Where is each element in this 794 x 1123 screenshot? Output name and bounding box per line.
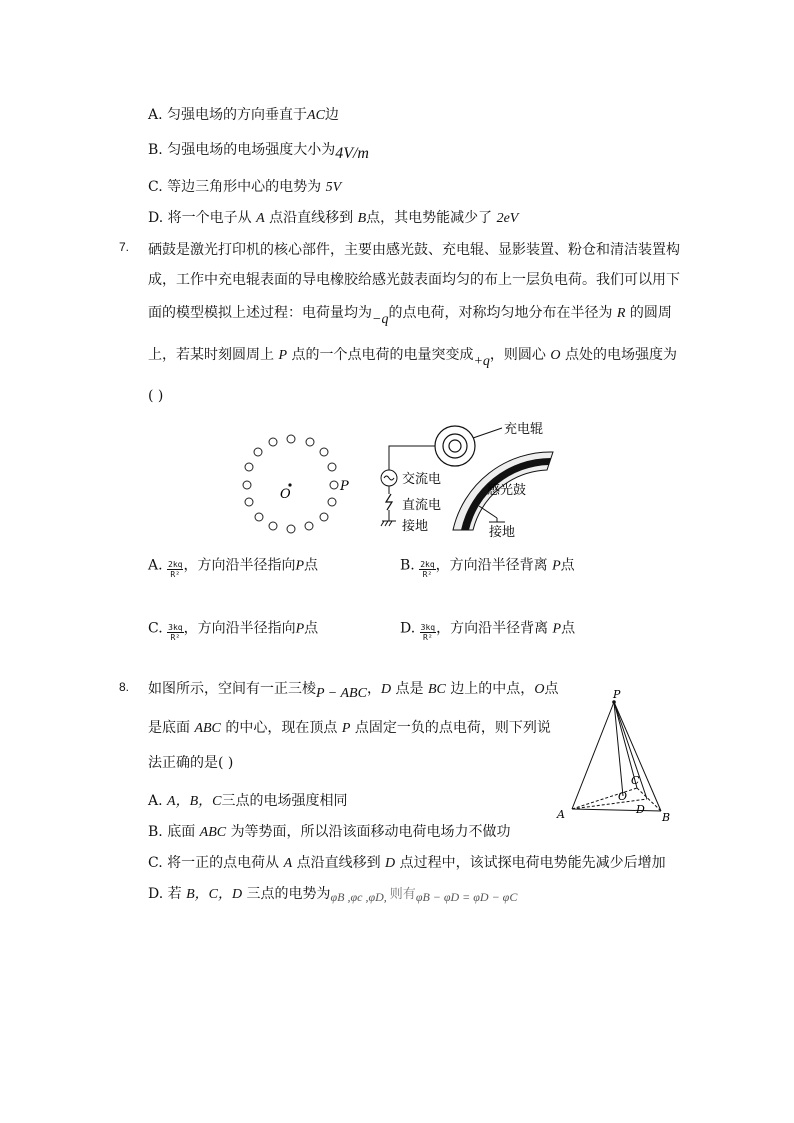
option-text: 点沿直线移到 <box>296 855 381 871</box>
numerator: 2kq <box>420 560 435 569</box>
q7-line2: 成，工作中充电辊表面的导电橡胶给感光鼓表面均匀的布上一层负电荷。我们可以用下 <box>148 272 680 288</box>
dc-label: 直流电 <box>402 498 442 513</box>
vertex-c-label: C <box>631 774 640 787</box>
option-label: A. <box>148 107 163 123</box>
fig-p-label: P <box>340 479 349 494</box>
ground-label-2: 接地 <box>489 525 516 540</box>
q8-line2 <box>148 717 551 737</box>
q8-option-a <box>148 790 347 810</box>
math: A，B，C <box>167 794 222 809</box>
math: 2eV <box>496 211 519 226</box>
pyramid-figure <box>555 686 675 826</box>
option-text: 点 <box>560 557 575 574</box>
option-text: ，方向沿半径背离 <box>436 620 549 637</box>
math: D <box>385 856 396 871</box>
option-text: 点 <box>304 557 319 574</box>
math: P − ABC <box>316 686 367 701</box>
option-text: 若 <box>167 886 182 902</box>
text: ，则圆心 <box>489 347 546 363</box>
option-label: B. <box>400 557 415 574</box>
q6-option-a <box>148 104 339 124</box>
option-text: 底面 <box>167 824 196 840</box>
q7-line4 <box>148 344 677 369</box>
math: +q <box>473 354 490 369</box>
option-text: 点，其电势能减少了 <box>366 210 493 226</box>
text: 如图所示，空间有一正三棱 <box>148 681 316 697</box>
drum-label: 感光鼓 <box>487 483 527 498</box>
option-label: C. <box>148 179 163 195</box>
math: φB − φD = φD − φC <box>415 890 518 904</box>
text: 的点电荷，对称均匀地分布在半径为 <box>388 305 613 321</box>
math: P <box>278 348 288 363</box>
fig-o-label: O <box>280 487 291 502</box>
option-text: 三点的电场强度相同 <box>221 793 348 809</box>
q6-option-c <box>148 176 341 196</box>
q6-option-b <box>148 139 369 162</box>
option-text: 等边三角形中心的电势为 <box>167 179 322 195</box>
math: P <box>295 621 305 637</box>
text: 点固定一负的点电荷，则下列说 <box>354 720 551 736</box>
numerator: 3kq <box>420 623 436 632</box>
math: O <box>534 682 545 697</box>
denominator: R² <box>423 633 433 642</box>
fraction <box>167 560 183 579</box>
point-o-label: O <box>618 790 628 803</box>
charge-ring-figure <box>236 430 356 535</box>
q7-number: 7. <box>119 240 130 254</box>
option-text: ，方向沿半径指向 <box>183 557 296 574</box>
option-label: C. <box>148 855 163 871</box>
math: ABC <box>199 825 227 840</box>
q8-option-b <box>148 821 511 841</box>
q8-option-c <box>148 852 666 872</box>
option-text: 点 <box>304 620 319 637</box>
math: A <box>256 211 265 226</box>
q8-line3: 法正确的是( ) <box>148 755 234 771</box>
q8-option-d <box>148 883 517 903</box>
q7-line1: 硒鼓是激光打印机的核心部件，主要由感光鼓、充电辊、显影装置、粉仓和清洁装置构 <box>148 242 680 258</box>
option-text: 将一个电子从 <box>167 210 252 226</box>
q8-number: 8. <box>119 680 130 694</box>
denominator: R² <box>170 633 181 642</box>
option-text: ，方向沿半径指向 <box>183 620 296 637</box>
text: 面的模型模拟上述过程：电荷量均为 <box>148 305 372 321</box>
denominator: R² <box>422 570 433 579</box>
math: 5V <box>325 180 342 195</box>
text: 的圆周 <box>629 305 672 321</box>
math: P <box>552 621 562 637</box>
ground-label-1: 接地 <box>402 519 429 534</box>
option-text: 将一正的点电荷从 <box>167 855 280 871</box>
math: P <box>341 721 351 736</box>
math: P <box>295 558 305 574</box>
option-text: 点沿直线移到 <box>269 210 354 226</box>
math: R <box>616 306 626 321</box>
numerator: 3kq <box>168 623 183 632</box>
option-text: 匀强电场的方向垂直于 <box>167 107 308 123</box>
math: B <box>357 211 367 226</box>
text: 点处的电场强度为 <box>564 347 677 363</box>
math: AC <box>307 108 325 123</box>
option-text: ，方向沿半径背离 <box>435 557 548 574</box>
option-text: 为等势面，所以沿该面移动电荷电场力不做功 <box>230 824 511 840</box>
q7-option-b <box>400 552 575 579</box>
roller-label: 充电辊 <box>504 422 544 437</box>
option-text: 匀强电场的电场强度大小为 <box>167 142 336 158</box>
text: 的中心，现在顶点 <box>225 720 338 736</box>
q8-line1 <box>148 678 559 701</box>
text: 点 <box>544 681 559 697</box>
ac-label: 交流电 <box>402 472 442 487</box>
option-text: 边 <box>324 107 339 123</box>
text: 边上的中点， <box>450 681 535 697</box>
option-text: 则有 <box>389 887 416 902</box>
option-label: B. <box>148 824 163 840</box>
option-label: B. <box>148 142 163 158</box>
vertex-a-label: A <box>557 808 565 821</box>
fraction <box>419 560 435 579</box>
printer-drum-figure <box>375 418 565 543</box>
option-text: 点过程中，该试探电荷电势能先减少后增加 <box>399 855 666 871</box>
q7-option-d <box>400 615 575 642</box>
denominator: R² <box>170 570 181 579</box>
math: O <box>550 348 561 363</box>
option-label: D. <box>148 886 164 902</box>
math: B，C，D <box>186 887 243 902</box>
text: 点的一个点电荷的电量突变成 <box>291 347 474 363</box>
q6-option-d <box>148 207 518 227</box>
math: D <box>380 682 392 697</box>
option-text: 点 <box>561 620 576 637</box>
math: φB ,φc ,φD, <box>330 890 390 904</box>
math: −q <box>372 312 389 327</box>
q7-option-c <box>148 615 318 642</box>
vertex-b-label: B <box>662 811 671 824</box>
text: ， <box>366 681 381 697</box>
point-d-label: D <box>636 803 645 816</box>
math: A <box>283 856 293 871</box>
option-label: A. <box>148 557 163 574</box>
vertex-p-label: P <box>613 688 621 701</box>
text: 是底面 <box>148 720 190 736</box>
fraction <box>420 623 436 642</box>
numerator: 2kq <box>168 560 183 569</box>
q7-line3 <box>148 302 672 327</box>
q7-option-a <box>148 552 318 579</box>
text: 上，若某时刻圆周上 <box>148 347 274 363</box>
option-label: D. <box>400 620 416 637</box>
fraction <box>167 623 183 642</box>
option-label: C. <box>148 620 163 637</box>
option-label: D. <box>148 210 164 226</box>
math: BC <box>427 682 446 697</box>
math: P <box>552 558 561 574</box>
math: 4V/m <box>335 145 369 162</box>
math: ABC <box>194 721 221 736</box>
q7-paren: ( ) <box>148 388 164 404</box>
text: 点是 <box>395 681 424 697</box>
option-label: A. <box>148 793 163 809</box>
option-text: 三点的电势为 <box>246 886 331 902</box>
